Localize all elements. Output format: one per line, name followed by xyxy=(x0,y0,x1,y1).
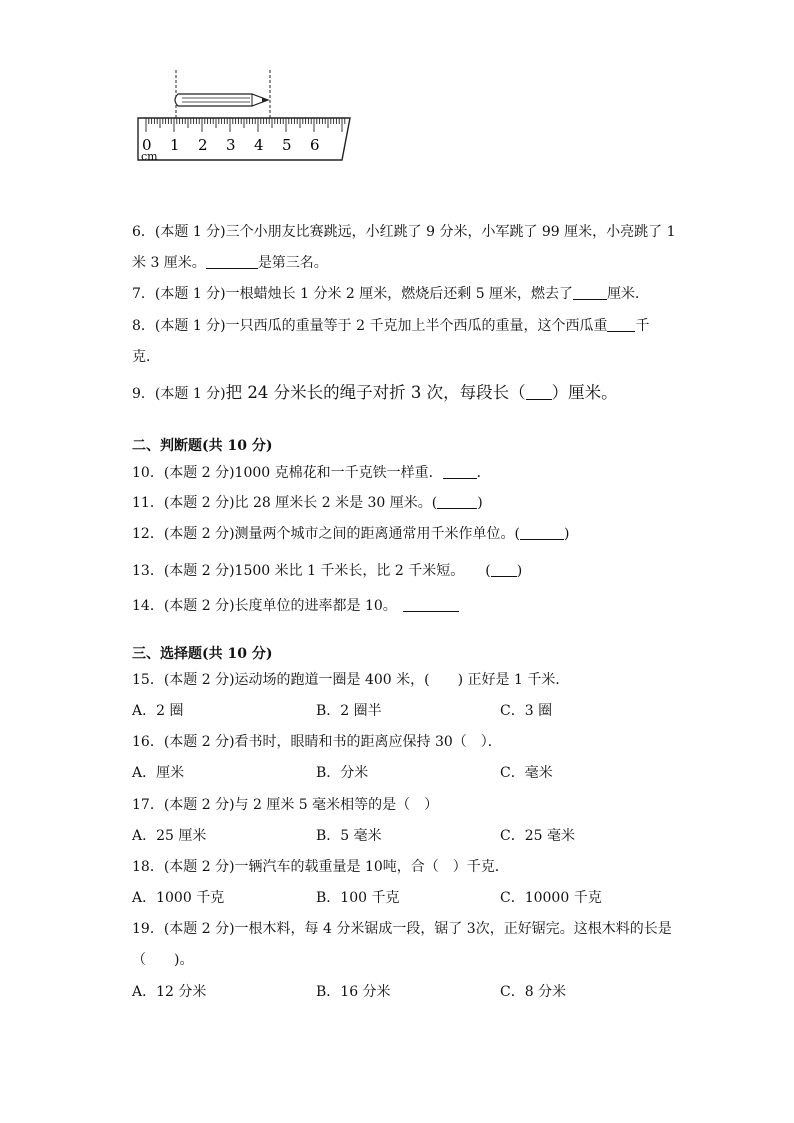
question-12-text: 12．(本题 2 分)测量两个城市之间的距离通常用千米作单位。( xyxy=(132,526,521,542)
answer-blank[interactable] xyxy=(491,562,517,577)
question-6-line-1: 6．(本题 1 分)三个小朋友比赛跳远，小红跳了 9 分米，小军跳了 99 厘米，小亮跳了 1 xyxy=(132,224,676,240)
ruler-tick-label: 3 xyxy=(226,136,236,154)
question-17-stem: 17．(本题 2 分)与 2 厘米 5 毫米相等的是（ ） xyxy=(132,797,439,813)
answer-blank[interactable] xyxy=(206,254,258,269)
pencil-icon xyxy=(175,94,268,106)
question-8-line-2: 克． xyxy=(132,349,160,365)
question-13-suffix: ) xyxy=(516,563,523,579)
option-c[interactable]: C．25 毫米 xyxy=(500,828,575,844)
option-c[interactable]: C．3 圈 xyxy=(500,703,553,719)
section-2-heading: 二、判断题(共 10 分) xyxy=(132,438,273,454)
ruler-tick-label: 6 xyxy=(310,136,320,154)
option-a[interactable]: A．1000 千克 xyxy=(132,890,225,906)
question-6-line-2 xyxy=(132,253,328,273)
ruler-pencil-svg xyxy=(136,68,356,168)
answer-blank[interactable] xyxy=(443,464,477,479)
question-13-text: 13．(本题 2 分)1500 米比 1 千米长，比 2 千米短。 ( xyxy=(132,563,491,579)
question-19-stem-line-2: （ )。 xyxy=(132,952,194,968)
option-b[interactable]: B．2 圈半 xyxy=(316,703,382,719)
question-14 xyxy=(132,596,459,616)
question-9-suffix: ）厘米。 xyxy=(551,383,618,402)
question-8-line-1 xyxy=(132,316,649,336)
question-11-text: 11．(本题 2 分)比 28 厘米长 2 米是 30 厘米。( xyxy=(132,495,438,511)
answer-blank[interactable] xyxy=(520,525,564,540)
question-10-suffix: ． xyxy=(476,465,491,481)
ruler-tick-label: 5 xyxy=(282,136,292,154)
option-a[interactable]: A．厘米 xyxy=(132,765,185,781)
question-7 xyxy=(132,284,649,304)
answer-blank[interactable] xyxy=(526,385,552,400)
option-a[interactable]: A．25 厘米 xyxy=(132,828,207,844)
question-14-text: 14．(本题 2 分)长度单位的进率都是 10。 xyxy=(132,598,397,614)
option-c[interactable]: C．毫米 xyxy=(500,765,553,781)
question-10 xyxy=(132,463,491,483)
ruler-tick-label: 2 xyxy=(198,136,208,154)
question-8-text: 8．(本题 1 分)一只西瓜的重量等于 2 千克加上半个西瓜的重量，这个西瓜重 xyxy=(132,318,608,334)
question-9 xyxy=(132,383,618,404)
answer-blank[interactable] xyxy=(403,597,459,612)
option-a[interactable]: A．2 圈 xyxy=(132,703,184,719)
question-6-suffix: 是第三名。 xyxy=(257,255,328,271)
option-b[interactable]: B．分米 xyxy=(316,765,369,781)
ruler-tick-label: 4 xyxy=(254,136,264,154)
option-b[interactable]: B．16 分米 xyxy=(316,984,391,1000)
pencil-ruler-figure xyxy=(136,68,356,168)
question-16-stem: 16．(本题 2 分)看书时，眼睛和书的距离应保持 30（ ）． xyxy=(132,734,502,750)
answer-blank[interactable] xyxy=(573,285,607,300)
ruler-tick-label: 0 xyxy=(142,136,152,154)
question-9-prefix: 9．(本题 1 分) xyxy=(132,386,226,402)
option-c[interactable]: C．8 分米 xyxy=(500,984,567,1000)
question-8-suffix: 千 xyxy=(635,318,650,334)
question-7-text: 7．(本题 1 分)一根蜡烛长 1 分米 2 厘米，燃烧后还剩 5 厘米，燃去了 xyxy=(132,286,574,302)
question-11-suffix: ) xyxy=(477,495,483,511)
answer-blank[interactable] xyxy=(437,494,477,509)
question-15-stem: 15．(本题 2 分)运动场的跑道一圈是 400 米，( ) 正好是 1 千米． xyxy=(132,672,570,688)
option-b[interactable]: B．5 毫米 xyxy=(316,828,382,844)
question-11 xyxy=(132,493,483,513)
option-b[interactable]: B．100 千克 xyxy=(316,890,400,906)
question-7-suffix: 厘米． xyxy=(607,286,650,302)
ruler-unit: cm xyxy=(141,150,158,163)
question-12 xyxy=(132,524,569,544)
question-12-suffix: ) xyxy=(564,526,570,542)
option-c[interactable]: C．10000 千克 xyxy=(500,890,602,906)
ruler-tick-label: 1 xyxy=(170,136,180,154)
question-13 xyxy=(132,561,522,581)
question-9-text: 把 24 分米长的绳子对折 3 次，每段长（ xyxy=(225,383,526,402)
answer-blank[interactable] xyxy=(607,317,635,332)
section-3-heading: 三、选择题(共 10 分) xyxy=(132,646,273,662)
question-10-text: 10．(本题 2 分)1000 克棉花和一千克铁一样重． xyxy=(132,465,443,481)
option-a[interactable]: A．12 分米 xyxy=(132,984,207,1000)
question-18-stem: 18．(本题 2 分)一辆汽车的载重量是 10吨，合（ ）千克． xyxy=(132,859,509,875)
question-19-stem-line-1: 19．(本题 2 分)一根木料，每 4 分米锯成一段，锯了 3次，正好锯完。这根木料的长是 xyxy=(132,921,672,937)
question-6-text: 米 3 厘米。 xyxy=(132,255,206,271)
